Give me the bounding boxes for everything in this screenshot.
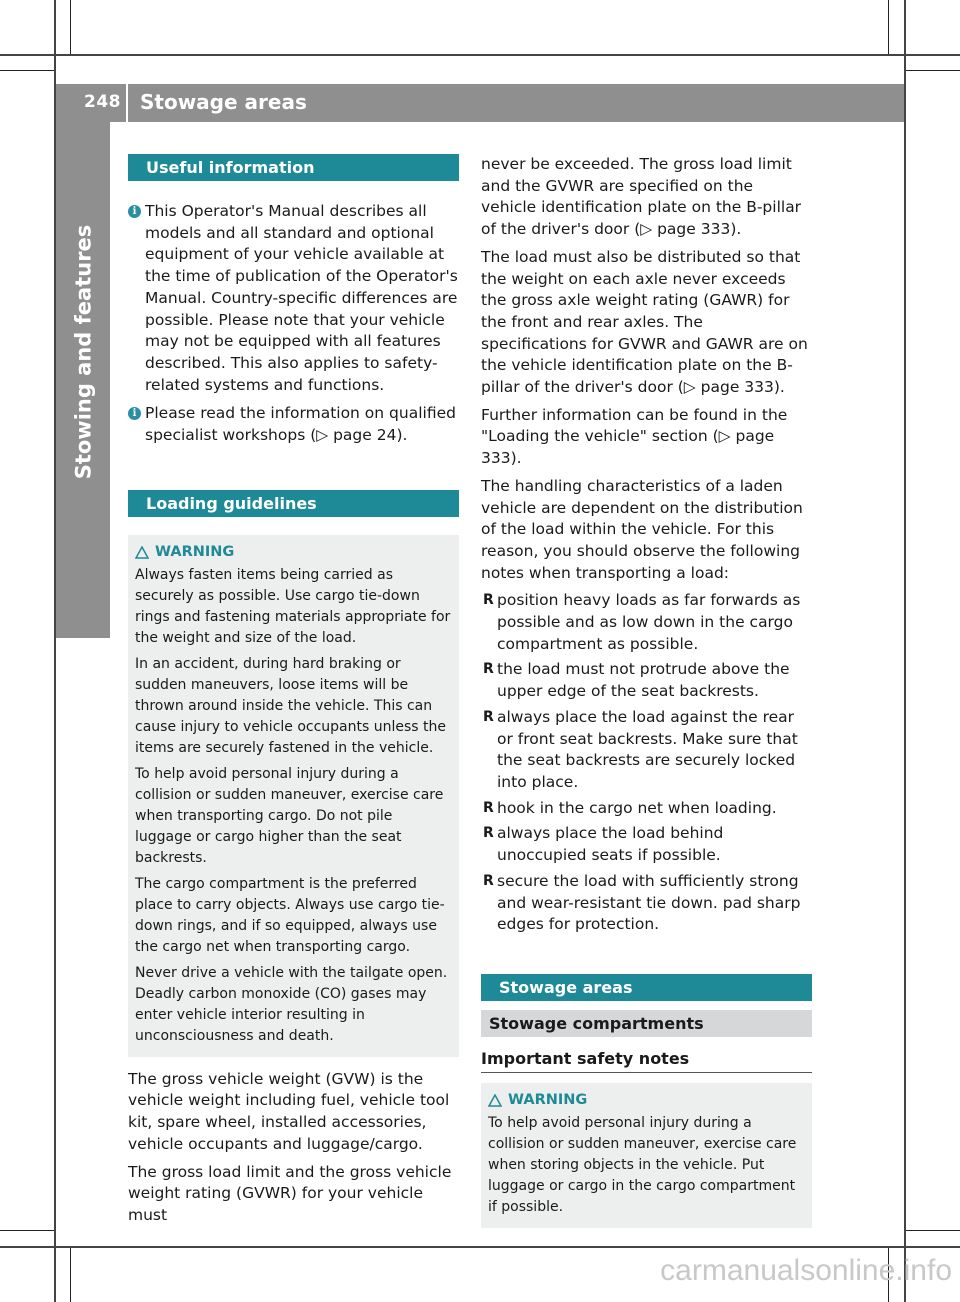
warning-paragraph: Never drive a vehicle with the tailgate open. Deadly carbon monoxide (CO) gases may enter vehicle interior resulting in unconsciousness and death. — [135, 964, 448, 1044]
warning-box — [128, 535, 459, 1057]
body-paragraph: The handling characteristics of a laden vehicle are dependent on the distribution of the load within the vehicle. For this reason, you should observe the following notes when transporting a load: — [481, 476, 803, 582]
warning-paragraph: Always fasten items being carried as securely as possible. Use cargo tie-down rings and fastening materials appropriate for the weight and size of the load. — [135, 566, 451, 646]
crop-mark — [70, 1248, 71, 1302]
crop-mark — [70, 0, 71, 54]
info-icon: i — [128, 205, 141, 218]
section-heading-useful-information: Useful information — [128, 154, 459, 181]
list-item: R always place the load behind unoccupied seats if possible. — [481, 823, 812, 866]
warning-box — [481, 1083, 812, 1228]
list-item: R position heavy loads as far forwards as possible and as low down in the cargo compartment as possible. — [481, 590, 812, 655]
crop-mark — [906, 1230, 960, 1231]
list-item: R hook in the cargo net when loading. — [481, 798, 812, 820]
subheading-safety-notes: Important safety notes — [481, 1048, 812, 1073]
crop-mark — [0, 1230, 54, 1231]
body-paragraph: The gross vehicle weight (GVW) is the vehicle weight including fuel, vehicle tool kit, spare wheel, installed accessories, vehicle occupants and luggage/cargo. — [128, 1069, 450, 1153]
page-number: 248 — [84, 92, 121, 112]
crop-mark — [0, 1246, 960, 1248]
list-item: R the load must not protrude above the upper edge of the seat backrests. — [481, 659, 812, 702]
info-note: i This Operator's Manual describes all models and all standard and optional equipment of your vehicle available at the time of publication of the Operator's Manual. Country-specific differences are possible. Please note that your vehicle may not be equipped with all features described. This also applies to safety-related systems and functions. — [128, 201, 459, 396]
section-heading-stowage-compartments: Stowage compartments — [481, 1010, 812, 1037]
info-note: i Please read the information on qualified specialist workshops (▷ page 24). — [128, 403, 459, 446]
list-item: R secure the load with sufficiently strong and wear-resistant tie down. pad sharp edges for protection. — [481, 871, 812, 936]
left-column — [128, 154, 459, 1233]
crop-mark — [906, 70, 960, 71]
list-item: R always place the load against the rear or front seat backrests. Make sure that the seat backrests are securely locked into place. — [481, 707, 812, 794]
watermark: carmanualsonline.info — [660, 1254, 952, 1287]
crop-mark — [888, 0, 889, 54]
section-heading-loading-guidelines: Loading guidelines — [128, 490, 459, 517]
body-paragraph: The gross load limit and the gross vehicle weight rating (GVWR) for your vehicle must — [128, 1162, 452, 1224]
body-paragraph: The load must also be distributed so that the weight on each axle never exceeds the gross axle weight rating (GAWR) for the front and rear axles. The specifications for GVWR and GAWR are on the vehicle identification plate on the B-pillar of the driver's door (▷ page 333). — [481, 247, 808, 397]
page-title: Stowage areas — [140, 90, 307, 114]
crop-mark — [904, 0, 906, 1302]
side-tab-label: Stowing and features — [71, 224, 95, 480]
header-divider — [126, 84, 128, 122]
warning-paragraph: To help avoid personal injury during a collision or sudden maneuver, exercise care when storing objects in the vehicle. Put luggage or cargo in the cargo compartment if possible. — [488, 1114, 797, 1215]
right-column — [481, 154, 812, 1228]
warning-icon — [488, 1094, 502, 1107]
warning-paragraph: To help avoid personal injury during a collision or sudden maneuver, exercise care when transporting cargo. Do not pile luggage or cargo higher than the seat backrests. — [135, 765, 444, 866]
crop-mark — [0, 54, 960, 56]
info-icon: i — [128, 407, 141, 420]
warning-paragraph: In an accident, during hard braking or sudden maneuvers, loose items will be thrown around inside the vehicle. This can cause injury to vehicle occupants unless the items are securely fastened in the vehicle. — [135, 655, 447, 756]
body-paragraph: never be exceeded. The gross load limit and the GVWR are specified on the vehicle identification plate on the B-pillar of the driver's door (▷ page 333). — [481, 155, 802, 239]
warning-icon — [135, 546, 149, 559]
body-paragraph: Further information can be found in the "Loading the vehicle" section (▷ page 333). — [481, 405, 788, 468]
warning-paragraph: The cargo compartment is the preferred place to carry objects. Always use cargo tie-down rings, and if so equipped, always use the cargo net when transporting cargo. — [135, 875, 445, 955]
warning-title: WARNING — [135, 542, 452, 563]
section-heading-stowage-areas: Stowage areas — [481, 974, 812, 1001]
warning-title: WARNING — [488, 1090, 805, 1111]
crop-mark — [0, 70, 54, 71]
